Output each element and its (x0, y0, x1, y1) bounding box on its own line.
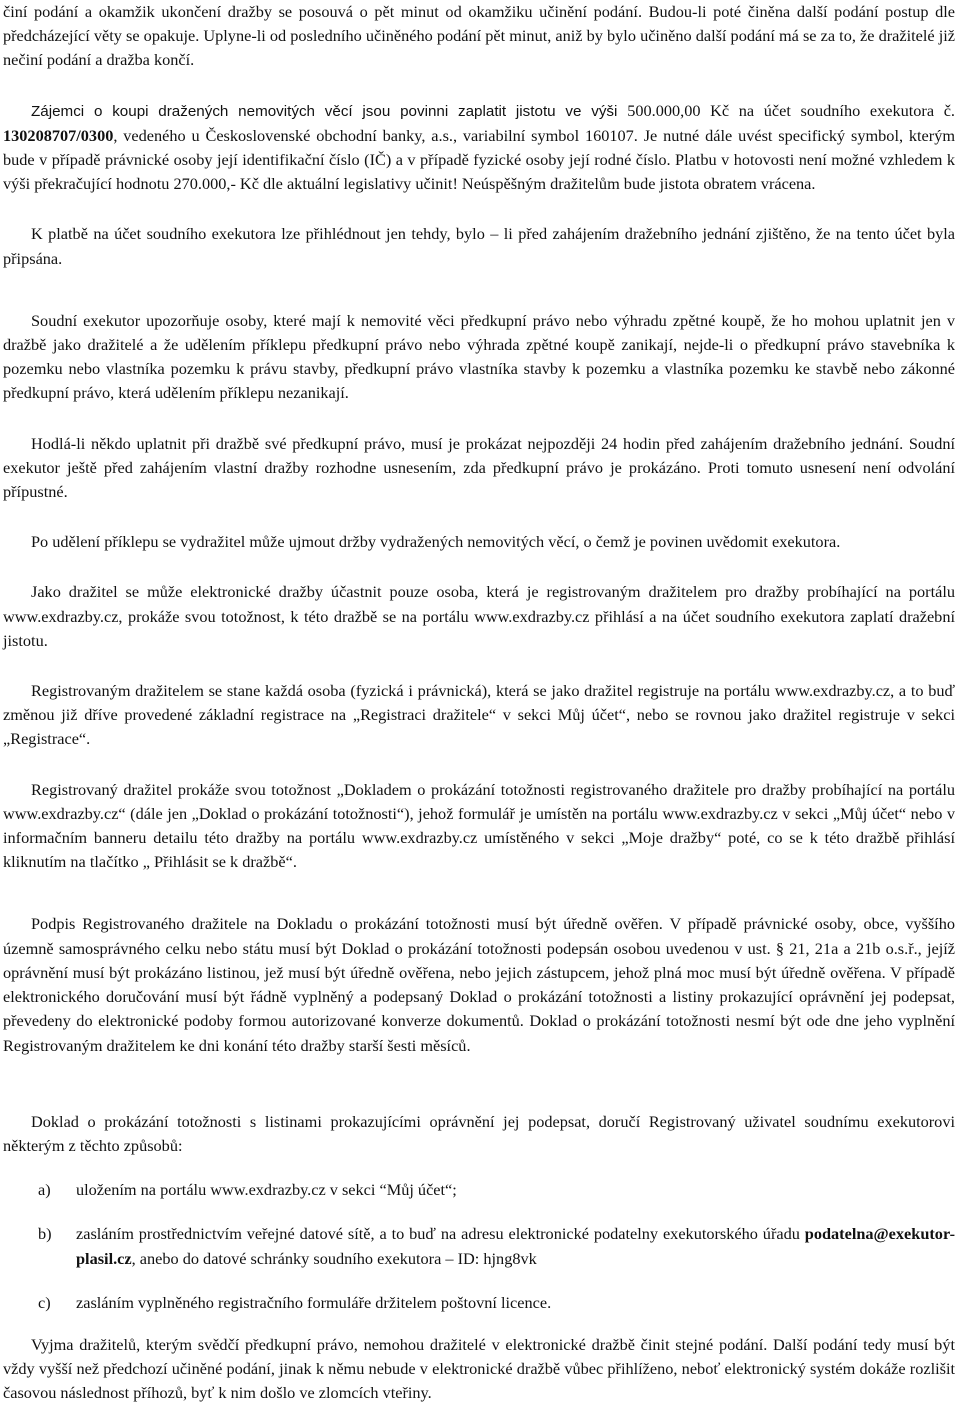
list-item (3, 1178, 955, 1202)
paragraph-payment-condition: K platbě na účet soudního exekutora lze přihlédnout jen tehdy, bylo – li před zahájením dražebního jednání zjištěno, že na tento účet byla připsána. (3, 224, 955, 268)
paragraph-preemption-rights: Soudní exekutor upozorňuje osoby, které mají k nemovité věci předkupní právo nebo výhradu zpětné koupě, že ho mohou uplatnit jen v dražbě jako dražitelé a že udělením příklepu předkupní právo nebo výhrada zpětné koupě zanikají, nejde-li o předkupní právo stavebníka k pozemku nebo vlastníka pozemku k právu stavby, předkupní právo vlastníka stavby k pozemku a vlastníka pozemku ke stavbě nebo zákonné předkupní právo, která udělením příklepu nezanikají. (3, 310, 955, 403)
deposit-variable-symbol: 160107. (584, 125, 638, 145)
list-item-text-part: , anebo do datové schránky soudního exekutora – ID: hjng8vk (131, 1248, 537, 1268)
delivery-methods-list (3, 1178, 955, 1315)
deposit-details: Je nutné dále uvést specifický symbol, kterým bude v případě právnické osoby její identifikační číslo (IČ) a v případě fyzické osoby její rodné číslo. Platbu v hotovosti není možné vzhledem k výši překračující hodnotu 270.000,- Kč dle aktuální legislativy učinit! Neúspěšným dražitelům bude jistota obratem vrácena. (3, 125, 955, 194)
list-item (3, 1291, 955, 1315)
paragraph-auction-timing: činí podání a okamžik ukončení dražby se posouvá o pět minut od okamžiku učinění podání. Budou-li poté činěna další podání postup dle předcházející věty se opakuje. Uplyne-li od posledního učiněného podání pět minut, aniž by bylo učiněno další podání má se za to, že dražitelé již nečiní podání a dražba končí. (3, 2, 955, 70)
paragraph-delivery-methods: Doklad o prokázání totožnosti s listinami prokazujícími oprávnění jej podepsat, doručí Registrovaný uživatel soudnímu exekutorovi některým z těchto způsobů: (3, 1111, 955, 1155)
list-item-text: uložením na portálu www.exdrazby.cz v sekci “Můj účet“; (76, 1180, 457, 1200)
paragraph-registered-bidder: Registrovaným dražitelem se stane každá osoba (fyzická i právnická), která se jako dražitel registruje na portálu www.exdrazby.cz, a to buď změnou již dříve provedené základní registrace na „Registraci dražitele“ v sekci Můj účet“, nebo se rovnou jako dražitel registruje v sekci „Registrace“. (3, 681, 955, 749)
paragraph-preemption-proof: Hodlá-li někdo uplatnit při dražbě své předkupní právo, musí je prokázat nejpozději 24 hodin před zahájením dražebního jednání. Soudní exekutor ještě před zahájením vlastní dražby rozhodne usnesením, zda předkupní právo je prokázáno. Proti tomuto usnesení není odvolání přípustné. (3, 433, 955, 502)
deposit-account-number: 130208707/0300 (3, 125, 114, 145)
list-item-text-part: zasláním prostřednictvím veřejné datové sítě, a to buď na adresu elektronické podatelny exekutorského úřadu (76, 1224, 805, 1244)
paragraph-equal-bids: Vyjma dražitelů, kterým svědčí předkupní právo, nemohou dražitelé v elektronické dražbě činit stejné podání. Další podání tedy musí být vždy vyšší než předchozí učiněné podání, jinak k němu nebude v elektronické dražbě vůbec přihlíženo, neboť elektronický systém dokáže rozlišit časovou následnost příhozů, byť k nim došlo ve zlomcích vteřiny. (3, 1334, 955, 1403)
list-item-text (76, 1222, 955, 1270)
list-item (3, 1222, 955, 1270)
paragraph-deposit (3, 99, 955, 197)
paragraph-signature-verification: Podpis Registrovaného dražitele na Dokladu o prokázání totožnosti musí být úředně ověřen. V případě právnické osoby, obce, vyššího územně samosprávného celku nebo státu musí být Doklad o prokázání totožnosti podepsán osobou uvedenou v ust. § 21, 21a a 21b o.s.ř., jejíž oprávnění musí být prokázáno listinou, jež musí být úředně ověřena, nebo jejich zástupcem, jehož plná moc musí být úředně ověřena. V případě elektronického doručování musí být řádně vyplněný a podepsaný Doklad o prokázání totožnosti a listiny prokazující oprávnění jej podepsat, převedeny do elektronické podoby formou autorizované konverze dokumentů. Doklad o prokázání totožnosti nesmí být ode dne jeho vyplnění Registrovaným dražitelem ke dni konání této dražby starší šesti měsíců. (3, 914, 955, 1055)
paragraph-possession: Po udělení příklepu se vydražitel může ujmout držby vydražených nemovitých věcí, o čemž je povinen uvědomit exekutora. (31, 532, 841, 552)
paragraph-registration-requirement: Jako dražitel se může elektronické dražby účastnit pouze osoba, která je registrovaným dražitelem pro dražby probíhající na portálu www.exdrazby.cz, prokáže svou totožnost, k této dražbě se na portálu www.exdrazby.cz přihlásí a na účet soudního exekutora zaplatí dražební jistotu. (3, 582, 955, 650)
list-item-label: a) (38, 1180, 51, 1200)
deposit-intro: Zájemci o koupi dražených nemovitých věcí jsou povinni zaplatit jistotu ve výši (31, 102, 628, 120)
deposit-bank: , vedeného u Československé obchodní banky, a.s., variabilní symbol (113, 125, 585, 145)
podatelna-email-link[interactable]: podatelna@exekutor-plasil.cz (76, 1224, 955, 1268)
list-item-label: b) (38, 1224, 52, 1244)
paragraph-identity-proof: Registrovaný dražitel prokáže svou totožnost „Dokladem o prokázání totožnosti registrovaného dražitele pro dražby probíhající na portálu www.exdrazby.cz“ (dále jen „Doklad o prokázání totožnosti“), jehož formulář je umístěn na portálu www.exdrazby.cz v sekci „Můj účet“ nebo v informačním banneru detailu této dražby na portálu www.exdrazby.cz umístěného v sekci „Moje dražby“ poté, co se k této dražbě přihlásí kliknutím na tlačítko „ Přihlásit se k dražbě“. (3, 779, 955, 872)
list-item-text: zasláním vyplněného registračního formuláře držitelem poštovní licence. (76, 1292, 552, 1312)
deposit-amount: 500.000,00 Kč na účet soudního exekutora č. (627, 100, 956, 120)
list-item-label: c) (38, 1292, 51, 1312)
